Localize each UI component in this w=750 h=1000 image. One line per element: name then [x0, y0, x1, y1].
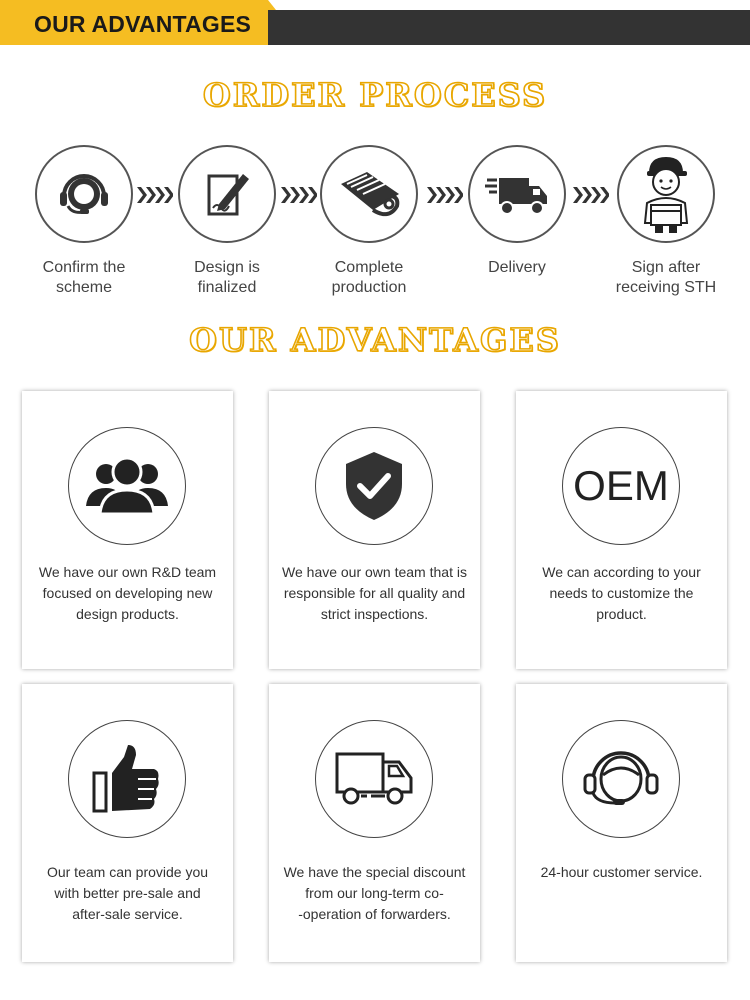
- advantage-text: Our team can provide you with better pre-sale and after-sale service.: [46, 864, 209, 922]
- step-label: Delivery: [488, 259, 546, 276]
- process-step-confirm: [14, 145, 154, 298]
- advantage-card-oem: [516, 391, 727, 669]
- delivery-truck-icon: [468, 145, 566, 243]
- order-process-heading: ORDER PROCESS: [202, 76, 548, 114]
- advantage-text: We can according to your needs to customize the product.: [542, 564, 701, 622]
- advantage-text: We have our own R&D team focused on developing new design products.: [38, 564, 217, 622]
- shield-check-icon: [315, 427, 433, 545]
- advantage-text: We have the special discount from our long-term co- -operation of forwarders.: [283, 864, 466, 922]
- advantage-card-discount: [269, 684, 480, 962]
- step-label: Design is finalized: [194, 259, 260, 296]
- fabric-roll-icon: [320, 145, 418, 243]
- step-label: Confirm the scheme: [42, 259, 126, 296]
- headset-icon: [562, 720, 680, 838]
- advantage-card-quality: [269, 391, 480, 669]
- process-step-production: [299, 145, 439, 298]
- advantages-heading: OUR ADVANTAGES: [189, 321, 561, 359]
- thumbs-up-icon: [68, 720, 186, 838]
- advantage-text: We have our own team that is responsible for all quality and strict inspections.: [282, 564, 467, 622]
- advantage-card-support: [516, 684, 727, 962]
- banner-tab: [0, 0, 268, 45]
- advantage-text: 24-hour customer service.: [540, 864, 703, 880]
- truck-icon: [315, 720, 433, 838]
- design-pen-icon: [178, 145, 276, 243]
- step-label: Complete production: [331, 259, 407, 296]
- team-icon: [68, 427, 186, 545]
- oem-icon-text: OEM: [573, 462, 669, 509]
- banner-title: OUR ADVANTAGES: [34, 11, 252, 37]
- step-label: Sign after receiving STH: [615, 259, 717, 296]
- headset-icon: [35, 145, 133, 243]
- process-step-design: [157, 145, 297, 298]
- advantage-card-rd-team: [22, 391, 233, 669]
- advantage-card-service: [22, 684, 233, 962]
- process-step-delivery: [447, 145, 587, 278]
- courier-icon: [617, 145, 715, 243]
- oem-icon: [562, 427, 680, 545]
- process-step-sign: [596, 145, 736, 298]
